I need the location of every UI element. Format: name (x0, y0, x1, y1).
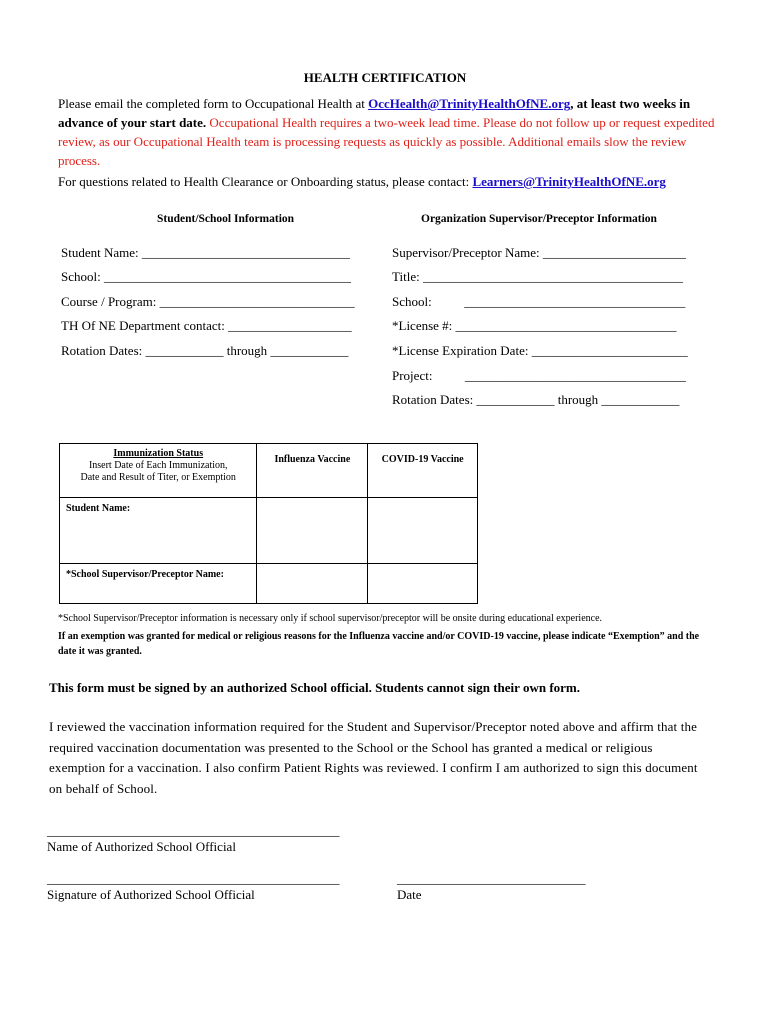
affirmation-paragraph: I reviewed the vaccination information required for the Student and Supervisor/Preceptor noted above and affirm that the required vaccination documentation was presented to the School or the School has granted a medical or religious exemption for a vaccination. I also confirm Patient Rights was reviewed. I confirm I am authorized to sign this document on behalf of School. (49, 719, 698, 796)
course-program-field[interactable]: Course / Program: ______________________________ (61, 294, 355, 309)
supervisor-rotation-dates-field[interactable]: Rotation Dates: ____________ through ____________ (392, 392, 680, 407)
supervisor-school-field[interactable]: School: __________________________________ (392, 294, 686, 309)
student-name-field[interactable]: Student Name: ________________________________ (61, 245, 350, 260)
date-label: Date (397, 887, 422, 902)
project-field[interactable]: Project: __________________________________ (392, 368, 686, 383)
immunization-status-instructions: Insert Date of Each Immunization, Date and Result of Titer, or Exemption (80, 460, 236, 483)
supervisor-covid-cell[interactable] (368, 564, 478, 604)
intro-paragraph (58, 94, 718, 170)
official-signature-label: Signature of Authorized School Official (47, 887, 255, 902)
learners-email-link[interactable]: Learners@TrinityHealthOfNE.org (472, 174, 666, 189)
license-number-field[interactable]: *License #: __________________________________ (392, 318, 677, 333)
intro-deadline: , at least two weeks in advance of your start date. (58, 96, 691, 130)
supervisor-info-note: *School Supervisor/Preceptor information is necessary only if school supervisor/preceptor will be onsite during educational experience. (58, 613, 603, 624)
org-section-heading: Organization Supervisor/Preceptor Information (421, 213, 657, 225)
immunization-status-header (60, 444, 257, 498)
covid-vaccine-header: COVID-19 Vaccine (368, 444, 478, 498)
questions-text: For questions related to Health Clearance or Onboarding status, please contact: (58, 174, 473, 189)
official-name-line[interactable]: _____________________________________________ (47, 823, 340, 838)
school-field[interactable]: School: ______________________________________ (61, 269, 351, 284)
student-name-row-label: Student Name: (60, 498, 257, 564)
supervisor-influenza-cell[interactable] (257, 564, 368, 604)
license-expiration-field[interactable]: *License Expiration Date: ________________________ (392, 343, 688, 358)
student-covid-cell[interactable] (368, 498, 478, 564)
supervisor-name-field[interactable]: Supervisor/Preceptor Name: ______________________ (392, 245, 686, 260)
supervisor-name-row-label: *School Supervisor/Preceptor Name: (60, 564, 257, 604)
influenza-vaccine-header: Influenza Vaccine (257, 444, 368, 498)
student-section-heading: Student/School Information (157, 213, 295, 225)
immunization-status-title: Immunization Status (113, 448, 204, 459)
department-contact-field[interactable]: TH Of NE Department contact: ___________________ (61, 318, 352, 333)
page-title: HEALTH CERTIFICATION (303, 70, 467, 85)
official-name-label: Name of Authorized School Official (47, 839, 236, 854)
exemption-note: If an exemption was granted for medical or religious reasons for the Influenza vaccine and/or COVID-19 vaccine, please indicate “Exemption” and the date it was granted. (58, 631, 700, 657)
student-rotation-dates-field[interactable]: Rotation Dates: ____________ through ____________ (61, 343, 349, 358)
official-signature-line[interactable]: _____________________________________________ (47, 871, 340, 886)
questions-paragraph (58, 172, 738, 191)
student-influenza-cell[interactable] (257, 498, 368, 564)
occhealth-email-link[interactable]: OccHealth@TrinityHealthOfNE.org (368, 96, 571, 111)
intro-warning: Occupational Health requires a two-week lead time. Please do not follow up or request expedited review, as our Occupational Health team is processing requests as quickly as possible. Additional emails slow the review process. (58, 115, 715, 168)
signature-requirement: This form must be signed by an authorized School official. Students cannot sign their own form. (49, 680, 580, 695)
date-line[interactable]: _____________________________ (397, 871, 586, 886)
intro-text: Please email the completed form to Occupational Health at (58, 96, 369, 111)
immunization-table (59, 443, 478, 604)
supervisor-title-field[interactable]: Title: ________________________________________ (392, 269, 683, 284)
